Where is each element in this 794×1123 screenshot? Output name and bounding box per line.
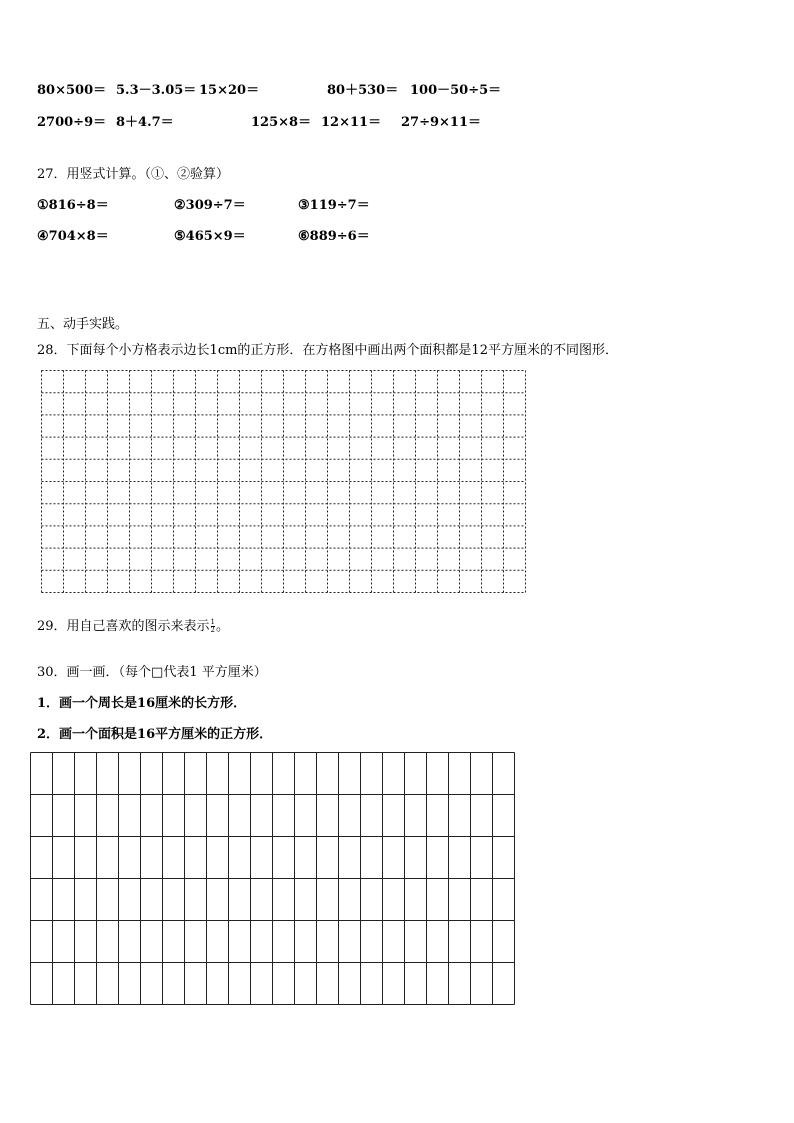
q27-title: 27．用竖式计算。（①、②验算） [37, 167, 230, 182]
q29-text: 29．用自己喜欢的图示来表示 [37, 619, 210, 634]
oral-2-5: 27÷9×11＝ [401, 115, 482, 130]
q27-item-1: ①816÷8＝ [37, 198, 109, 213]
q29-frac-num: 1 [210, 618, 216, 626]
oral-1-2: 5.3－3.05＝ [116, 83, 197, 98]
oral-2-2: 8＋4.7＝ [116, 115, 174, 130]
q29-frac-den: 2 [210, 626, 216, 634]
q27-item-4: ④704×8＝ [37, 229, 109, 244]
q30-title: 30．画一画．（每个□代表1 平方厘米） [37, 665, 267, 680]
oral-2-1: 2700÷9＝ [37, 115, 107, 130]
q27-item-3: ③119÷7＝ [298, 198, 370, 213]
q27-item-2: ②309÷7＝ [174, 198, 246, 213]
oral-1-1: 80×500＝ [37, 83, 107, 98]
q27-item-5: ⑤465×9＝ [174, 229, 246, 244]
q30-task-2: 2．画一个面积是16平方厘米的正方形． [37, 727, 273, 742]
oral-1-3: 15×20＝ [199, 83, 260, 98]
oral-2-3: 125×8＝ [251, 115, 312, 130]
section-5-title: 五、动手实践。 [37, 317, 129, 332]
q28-title: 28．下面每个小方格表示边长1cm的正方形．在方格图中画出两个面积都是12平方厘米的不同图形． [37, 343, 618, 358]
oral-1-4: 80＋530＝ [327, 83, 399, 98]
q27-item-6: ⑥889÷6＝ [298, 229, 370, 244]
q29-end: 。 [216, 619, 230, 634]
oral-2-4: 12×11＝ [321, 115, 382, 130]
oral-1-5: 100－50÷5＝ [410, 83, 502, 98]
q30-task-1: 1．画一个周长是16厘米的长方形． [37, 696, 247, 711]
